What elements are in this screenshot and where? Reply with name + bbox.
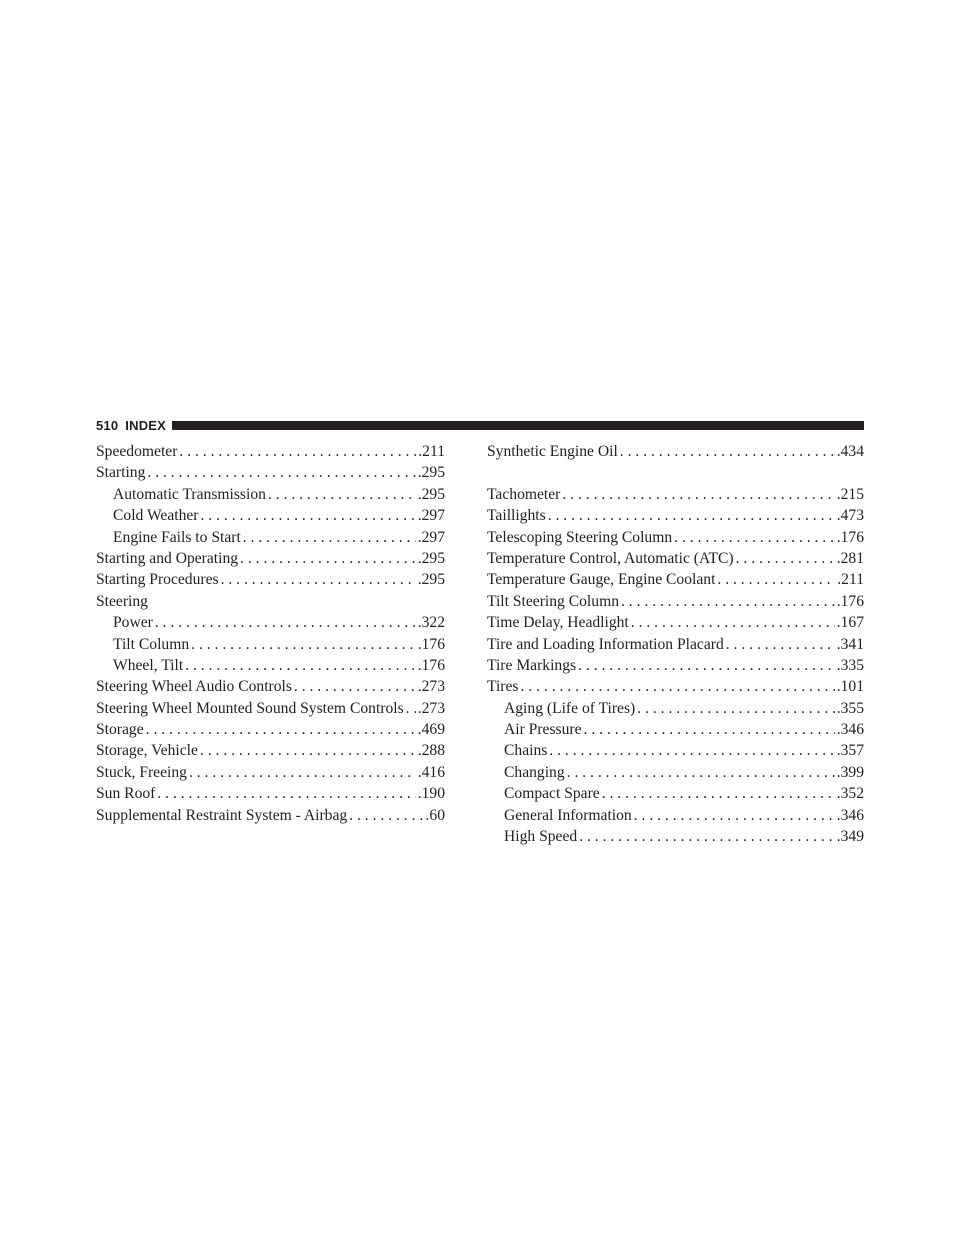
index-entry xyxy=(96,762,445,783)
entry-page-number: .295 xyxy=(417,571,445,589)
index-entry xyxy=(96,462,445,483)
entry-label: Air Pressure xyxy=(504,721,582,739)
entry-label: Steering Wheel Audio Controls xyxy=(96,678,292,696)
index-entry xyxy=(487,505,864,526)
index-entry xyxy=(487,612,864,633)
section-title: INDEX xyxy=(125,417,167,433)
entry-page-number: .295 xyxy=(417,464,445,482)
index-entry xyxy=(487,527,864,548)
dot-leader xyxy=(567,762,835,783)
dot-leader xyxy=(562,484,834,505)
dot-leader xyxy=(294,676,416,697)
entry-label: Tires xyxy=(487,678,519,696)
entry-page-number: .416 xyxy=(417,763,445,781)
dot-leader xyxy=(631,612,835,633)
entry-label: Changing xyxy=(504,763,565,781)
entry-label: Engine Fails to Start xyxy=(113,528,241,546)
dot-leader xyxy=(146,719,416,740)
entry-page-number: .469 xyxy=(417,721,445,739)
index-entry xyxy=(487,634,864,655)
entry-label: Chains xyxy=(504,742,548,760)
dot-leader xyxy=(634,805,835,826)
entry-page-number: .295 xyxy=(417,485,445,503)
index-subentry xyxy=(96,527,445,548)
entry-label: Taillights xyxy=(487,507,546,525)
index-subentry xyxy=(96,655,445,676)
entry-page-number: .357 xyxy=(836,742,864,760)
entry-page-number: .167 xyxy=(836,614,864,632)
index-entry xyxy=(487,676,864,697)
entry-label: Steering Wheel Mounted Sound System Controls xyxy=(96,699,404,717)
entry-label: Telescoping Steering Column xyxy=(487,528,673,546)
dot-leader xyxy=(602,783,835,804)
entry-label: General Information xyxy=(504,806,632,824)
entry-label: Temperature Control, Automatic (ATC) xyxy=(487,549,734,567)
dot-leader xyxy=(620,441,835,462)
index-column-right xyxy=(487,441,864,847)
entry-label: Sun Roof xyxy=(96,785,156,803)
dot-leader xyxy=(155,612,416,633)
entry-page-number: .349 xyxy=(836,828,864,846)
entry-page-number: .355 xyxy=(836,699,864,717)
entry-page-number: .346 xyxy=(836,721,864,739)
entry-page-number: .473 xyxy=(836,507,864,525)
dot-leader xyxy=(549,740,834,761)
index-subentry xyxy=(96,484,445,505)
entry-label: Tire Markings xyxy=(487,656,577,674)
entry-page-number: .101 xyxy=(836,678,864,696)
dot-leader xyxy=(147,462,415,483)
entry-page-number: .273 xyxy=(417,678,445,696)
dot-leader xyxy=(736,548,835,569)
entry-page-number: .335 xyxy=(836,656,864,674)
entry-page-number: .352 xyxy=(836,785,864,803)
index-entry xyxy=(96,698,445,719)
dot-leader xyxy=(726,634,835,655)
dot-leader xyxy=(201,505,416,526)
index-subentry xyxy=(96,612,445,633)
index-entry xyxy=(487,548,864,569)
index-subentry xyxy=(96,505,445,526)
index-subentry xyxy=(487,740,864,761)
index-entry xyxy=(487,591,864,612)
entry-label: High Speed xyxy=(504,828,578,846)
entry-label: Synthetic Engine Oil xyxy=(487,443,618,460)
dot-leader xyxy=(717,569,835,590)
entry-page-number: .297 xyxy=(417,507,445,525)
entry-label: Automatic Transmission xyxy=(113,485,266,503)
index-entry xyxy=(96,591,445,612)
entry-page-number: .176 xyxy=(417,635,445,653)
entry-label: Speedometer xyxy=(96,443,178,460)
index-entry xyxy=(96,569,445,590)
entry-page-number: .295 xyxy=(417,549,445,567)
index-subentry xyxy=(487,826,864,847)
index-subentry xyxy=(487,762,864,783)
entry-label: Storage, Vehicle xyxy=(96,742,198,760)
dot-leader xyxy=(674,527,835,548)
entry-label: Starting Procedures xyxy=(96,571,219,589)
index-subentry xyxy=(487,783,864,804)
entry-page-number: .176 xyxy=(836,592,864,610)
dot-leader xyxy=(349,805,423,826)
dot-leader xyxy=(548,505,835,526)
entry-label: Wheel, Tilt xyxy=(113,656,184,674)
entry-label: Starting xyxy=(96,464,146,482)
index-subentry xyxy=(96,634,445,655)
entry-page-number: .281 xyxy=(836,549,864,567)
dot-leader xyxy=(240,548,416,569)
dot-leader xyxy=(191,634,416,655)
entry-page-number: .211 xyxy=(837,571,864,589)
entry-page-number: .60 xyxy=(425,806,445,824)
entry-page-number: .176 xyxy=(836,528,864,546)
index-entry xyxy=(96,783,445,804)
entry-page-number: .341 xyxy=(836,635,864,653)
entry-page-number: .399 xyxy=(836,763,864,781)
entry-label: Tire and Loading Information Placard xyxy=(487,635,724,653)
dot-leader xyxy=(578,655,835,676)
dot-leader xyxy=(221,569,416,590)
entry-label: Tilt Steering Column xyxy=(487,592,619,610)
index-subentry xyxy=(487,698,864,719)
dot-leader xyxy=(406,698,416,719)
page-header xyxy=(96,417,864,433)
entry-label: Starting and Operating xyxy=(96,549,239,567)
index-entry xyxy=(487,655,864,676)
index-entry xyxy=(96,740,445,761)
dot-leader xyxy=(185,655,416,676)
entry-page-number: .322 xyxy=(417,614,445,632)
index-subentry xyxy=(487,805,864,826)
dot-leader xyxy=(189,762,416,783)
entry-page-number: .190 xyxy=(417,785,445,803)
entry-label: Aging (Life of Tires) xyxy=(504,699,636,717)
index-entry xyxy=(96,548,445,569)
index-entry xyxy=(487,484,864,505)
entry-page-number: .211 xyxy=(418,443,445,460)
index-entry xyxy=(96,719,445,740)
entry-page-number: .273 xyxy=(417,699,445,717)
header-rule xyxy=(172,421,864,430)
index-entry xyxy=(487,569,864,590)
entry-page-number: .176 xyxy=(417,656,445,674)
entry-label: Compact Spare xyxy=(504,785,600,803)
entry-label: Tilt Column xyxy=(113,635,190,653)
entry-label: Power xyxy=(113,614,153,632)
index-column-left xyxy=(96,441,445,826)
index-spacer xyxy=(487,462,864,483)
entry-page-number: .434 xyxy=(836,443,864,460)
entry-label: Supplemental Restraint System - Airbag xyxy=(96,806,348,824)
dot-leader xyxy=(637,698,834,719)
entry-label: Steering xyxy=(96,592,148,610)
entry-label: Time Delay, Headlight xyxy=(487,614,629,632)
index-entry xyxy=(96,441,445,462)
dot-leader xyxy=(621,591,835,612)
index-entry xyxy=(96,805,445,826)
dot-leader xyxy=(179,441,416,462)
dot-leader xyxy=(268,484,416,505)
entry-page-number: .215 xyxy=(836,485,864,503)
entry-page-number: .288 xyxy=(417,742,445,760)
entry-label: Tachometer xyxy=(487,485,561,503)
dot-leader xyxy=(200,740,416,761)
index-subentry xyxy=(487,719,864,740)
dot-leader xyxy=(579,826,835,847)
page-number: 510 xyxy=(96,417,119,433)
entry-label: Temperature Gauge, Engine Coolant xyxy=(487,571,716,589)
entry-label: Storage xyxy=(96,721,144,739)
dot-leader xyxy=(157,783,415,804)
entry-label: Stuck, Freeing xyxy=(96,763,187,781)
dot-leader xyxy=(243,527,416,548)
dot-leader xyxy=(584,719,835,740)
entry-page-number: .297 xyxy=(417,528,445,546)
index-entry xyxy=(487,441,864,462)
entry-label: Cold Weather xyxy=(113,507,199,525)
dot-leader xyxy=(521,676,835,697)
index-entry xyxy=(96,676,445,697)
entry-page-number: .346 xyxy=(836,806,864,824)
